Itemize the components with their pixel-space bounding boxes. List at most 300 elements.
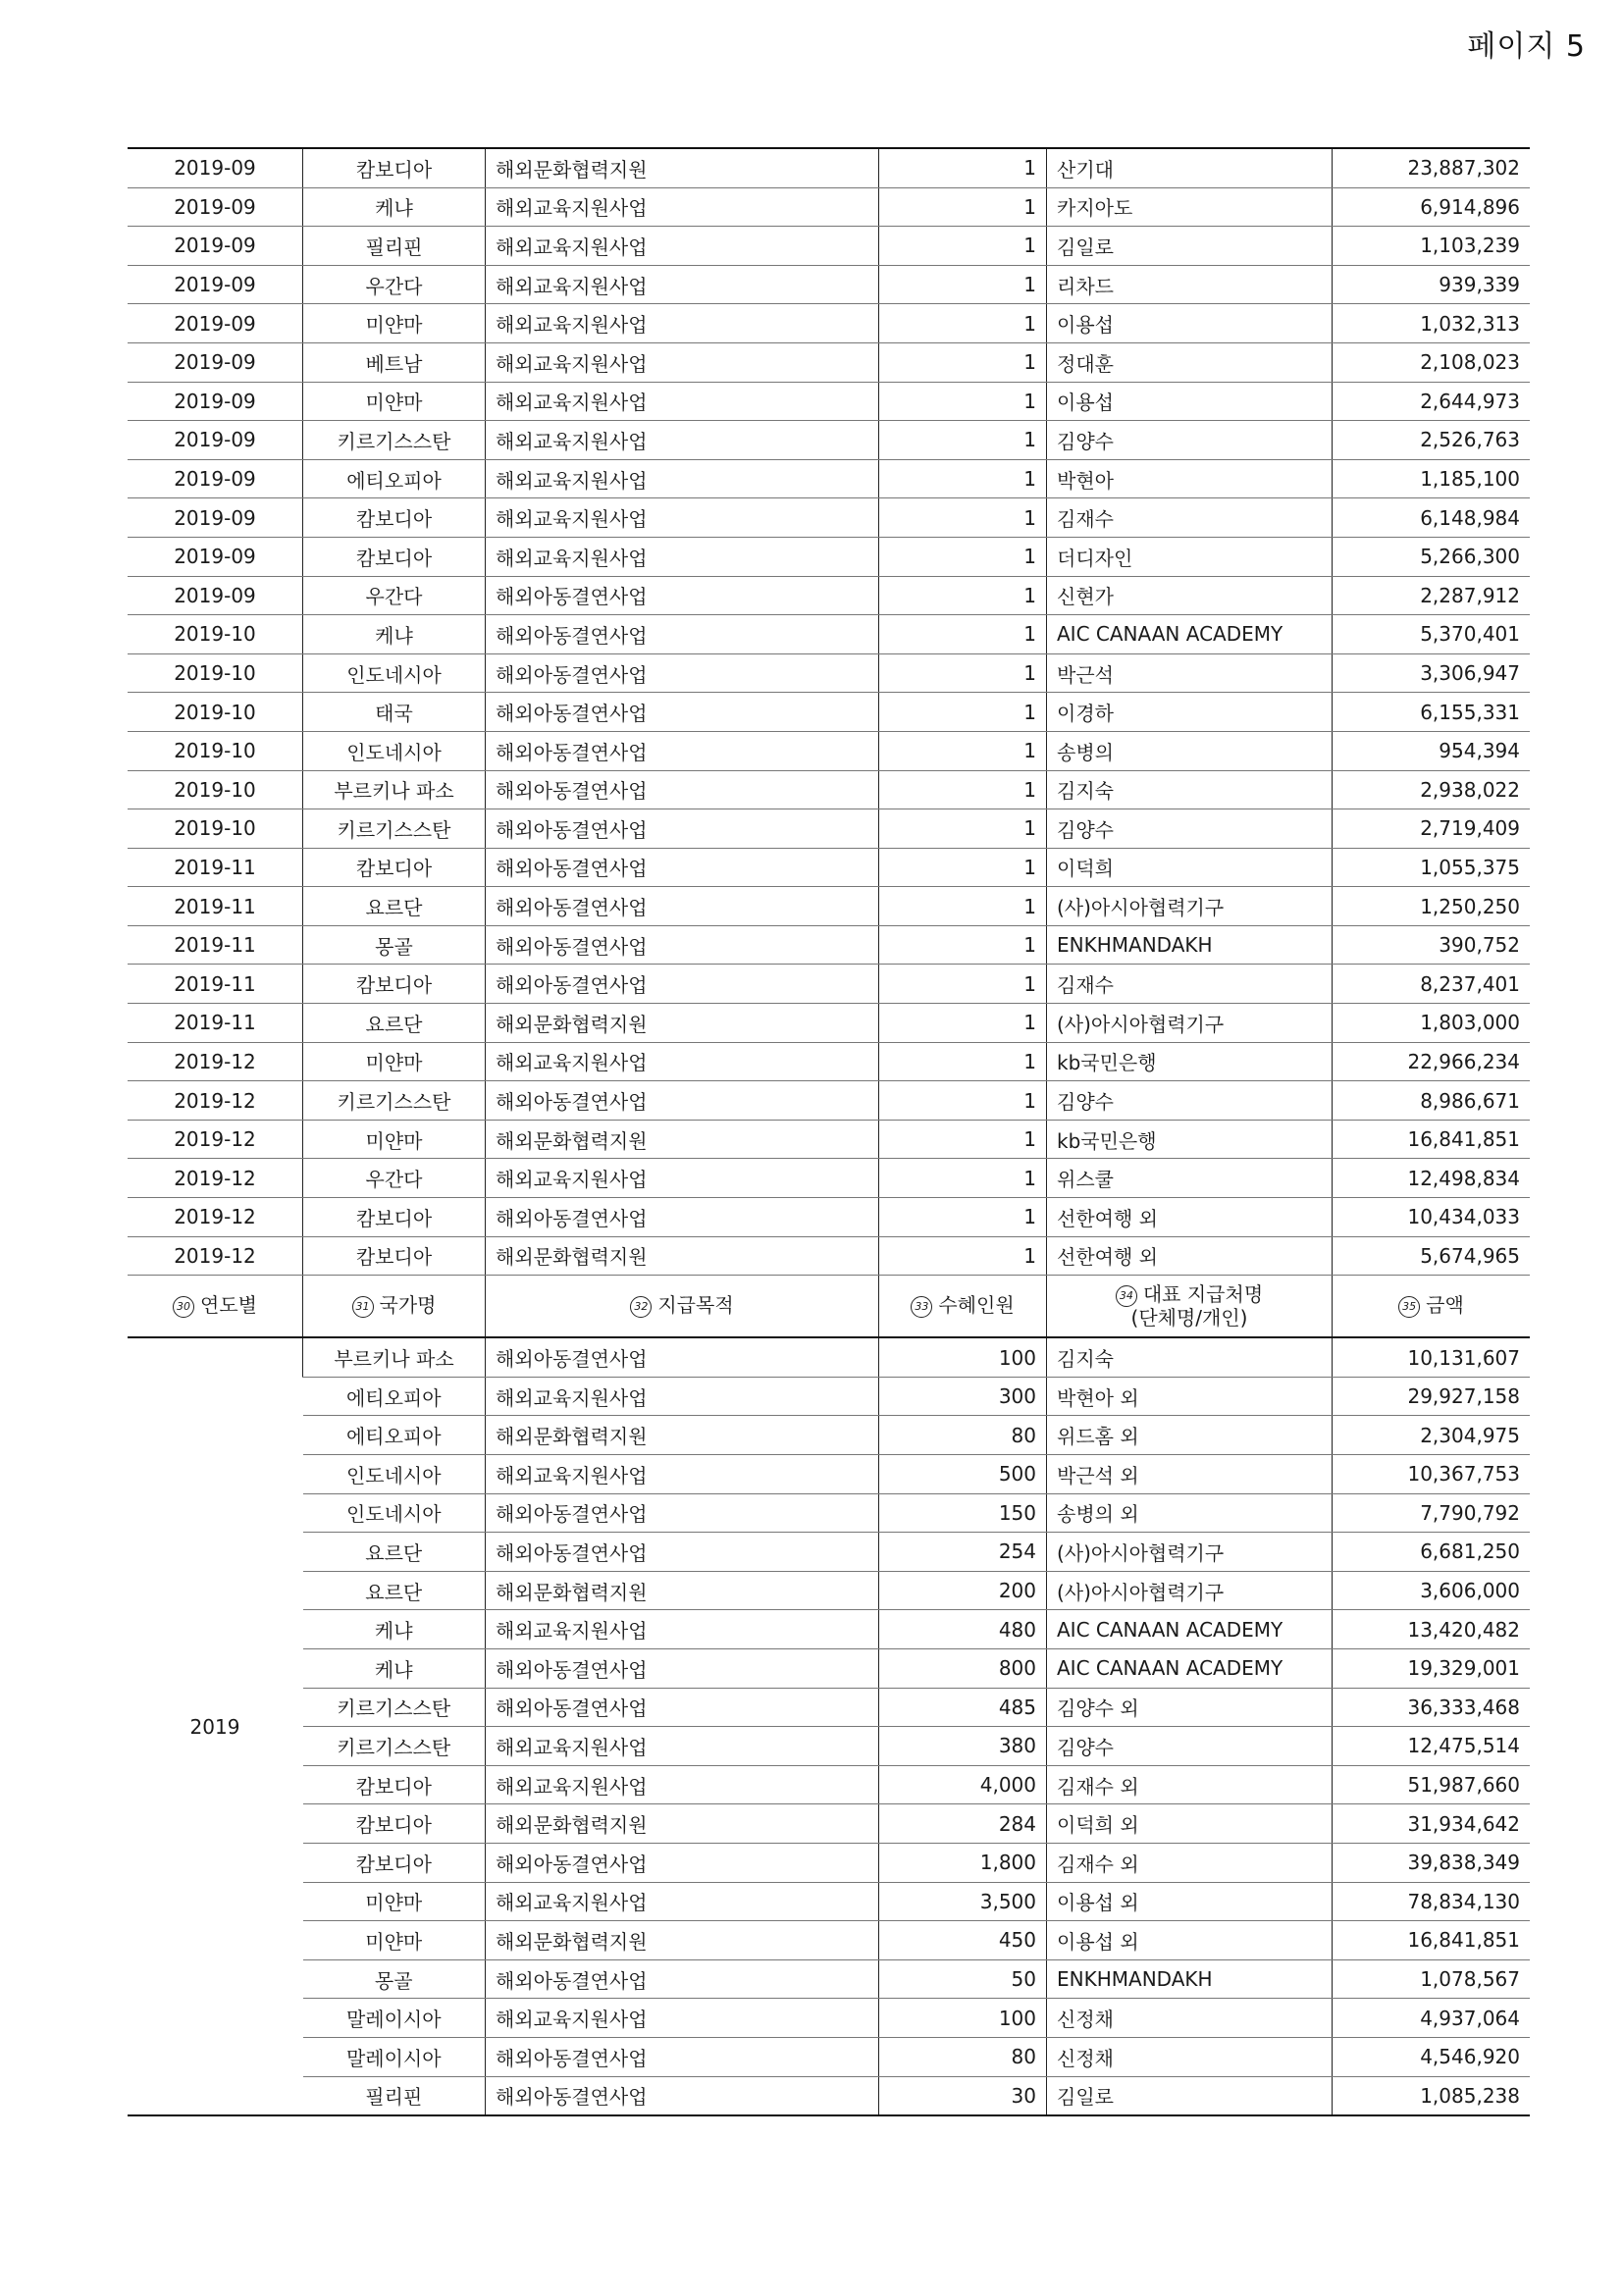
cell-beneficiaries: 1 <box>879 1081 1047 1121</box>
cell-amount: 19,329,001 <box>1333 1648 1531 1688</box>
cell-amount: 1,185,100 <box>1333 459 1531 498</box>
cell-beneficiaries: 1 <box>879 498 1047 538</box>
page-number-label: 페이지 5 <box>1467 29 1586 64</box>
cell-amount: 3,306,947 <box>1333 653 1531 693</box>
cell-purpose: 해외아동결연사업 <box>486 887 879 926</box>
cell-purpose: 해외아동결연사업 <box>486 1533 879 1572</box>
cell-amount: 16,841,851 <box>1333 1120 1531 1159</box>
table-row <box>128 1571 1530 1610</box>
table-row <box>128 809 1530 849</box>
cell-amount: 13,420,482 <box>1333 1610 1531 1649</box>
cell-purpose: 해외아동결연사업 <box>486 2037 879 2076</box>
table-row <box>128 459 1530 498</box>
table-row <box>128 1610 1530 1649</box>
cell-month: 2019-11 <box>128 925 303 965</box>
cell-amount: 4,546,920 <box>1333 2037 1531 2076</box>
table-row <box>128 1533 1530 1572</box>
cell-recipient: 이덕희 <box>1047 848 1333 887</box>
cell-beneficiaries: 1 <box>879 421 1047 460</box>
cell-month: 2019-09 <box>128 459 303 498</box>
cell-country: 인도네시아 <box>303 731 486 770</box>
cell-month: 2019-10 <box>128 615 303 654</box>
cell-recipient: 이경하 <box>1047 693 1333 732</box>
cell-amount: 16,841,851 <box>1333 1921 1531 1960</box>
cell-amount: 6,914,896 <box>1333 187 1531 227</box>
table-row <box>128 382 1530 421</box>
cell-purpose: 해외아동결연사업 <box>486 1688 879 1727</box>
cell-month: 2019-11 <box>128 965 303 1004</box>
cell-country: 미얀마 <box>303 1921 486 1960</box>
cell-month: 2019-09 <box>128 576 303 615</box>
cell-recipient: 김재수 <box>1047 965 1333 1004</box>
cell-amount: 8,986,671 <box>1333 1081 1531 1121</box>
cell-beneficiaries: 254 <box>879 1533 1047 1572</box>
table-row <box>128 1804 1530 1844</box>
cell-amount: 6,148,984 <box>1333 498 1531 538</box>
table-row <box>128 304 1530 343</box>
cell-country: 미얀마 <box>303 1042 486 1081</box>
cell-beneficiaries: 1 <box>879 227 1047 266</box>
cell-recipient: 정대훈 <box>1047 342 1333 382</box>
cell-amount: 2,108,023 <box>1333 342 1531 382</box>
table-row <box>128 1377 1530 1416</box>
cell-month: 2019-09 <box>128 304 303 343</box>
cell-purpose: 해외문화협력지원 <box>486 1236 879 1276</box>
cell-month: 2019-10 <box>128 731 303 770</box>
cell-beneficiaries: 380 <box>879 1727 1047 1766</box>
cell-beneficiaries: 3,500 <box>879 1882 1047 1921</box>
cell-recipient: 리차드 <box>1047 265 1333 304</box>
cell-country: 부르키나 파소 <box>303 1337 486 1377</box>
cell-country: 요르단 <box>303 887 486 926</box>
cell-beneficiaries: 1 <box>879 965 1047 1004</box>
table-row <box>128 731 1530 770</box>
cell-beneficiaries: 1 <box>879 1004 1047 1043</box>
table-row <box>128 693 1530 732</box>
cell-country: 태국 <box>303 693 486 732</box>
cell-recipient: (사)아시아협력기구 <box>1047 1571 1333 1610</box>
cell-purpose: 해외문화협력지원 <box>486 1416 879 1455</box>
cell-beneficiaries: 480 <box>879 1610 1047 1649</box>
header-country: 31 국가명 <box>303 1276 486 1338</box>
table-row <box>128 1843 1530 1882</box>
table-row <box>128 1004 1530 1043</box>
table-row <box>128 615 1530 654</box>
cell-country: 우간다 <box>303 1159 486 1198</box>
cell-amount: 10,434,033 <box>1333 1198 1531 1237</box>
cell-country: 캄보디아 <box>303 1843 486 1882</box>
cell-purpose: 해외아동결연사업 <box>486 809 879 849</box>
cell-amount: 2,644,973 <box>1333 382 1531 421</box>
cell-country: 인도네시아 <box>303 1455 486 1494</box>
annual-rows <box>128 1337 1530 2115</box>
table-header <box>128 1276 1530 1338</box>
cell-country: 키르기스스탄 <box>303 1727 486 1766</box>
cell-recipient: 더디자인 <box>1047 537 1333 576</box>
cell-amount: 31,934,642 <box>1333 1804 1531 1844</box>
cell-recipient: 김양수 <box>1047 809 1333 849</box>
table-row <box>128 1882 1530 1921</box>
cell-beneficiaries: 1 <box>879 187 1047 227</box>
table-row <box>128 187 1530 227</box>
cell-purpose: 해외교육지원사업 <box>486 342 879 382</box>
cell-amount: 2,938,022 <box>1333 770 1531 809</box>
cell-recipient: 송병의 외 <box>1047 1493 1333 1533</box>
cell-recipient: 이용섭 외 <box>1047 1921 1333 1960</box>
cell-purpose: 해외아동결연사업 <box>486 770 879 809</box>
cell-purpose: 해외아동결연사업 <box>486 1198 879 1237</box>
cell-beneficiaries: 100 <box>879 1999 1047 2038</box>
cell-purpose: 해외아동결연사업 <box>486 615 879 654</box>
cell-amount: 939,339 <box>1333 265 1531 304</box>
table-row <box>128 1159 1530 1198</box>
cell-recipient: 김양수 <box>1047 421 1333 460</box>
cell-month: 2019-09 <box>128 265 303 304</box>
cell-purpose: 해외교육지원사업 <box>486 498 879 538</box>
cell-amount: 1,085,238 <box>1333 2076 1531 2115</box>
cell-amount: 23,887,302 <box>1333 148 1531 187</box>
cell-purpose: 해외교육지원사업 <box>486 187 879 227</box>
table-row <box>128 848 1530 887</box>
monthly-rows <box>128 148 1530 1276</box>
cell-country: 미얀마 <box>303 1882 486 1921</box>
cell-purpose: 해외교육지원사업 <box>486 227 879 266</box>
cell-country: 캄보디아 <box>303 1236 486 1276</box>
cell-recipient: 박현아 외 <box>1047 1377 1333 1416</box>
cell-country: 미얀마 <box>303 304 486 343</box>
table-row <box>128 2037 1530 2076</box>
cell-beneficiaries: 1 <box>879 1198 1047 1237</box>
cell-beneficiaries: 1 <box>879 615 1047 654</box>
table-row <box>128 1648 1530 1688</box>
cell-purpose: 해외아동결연사업 <box>486 1337 879 1377</box>
cell-amount: 1,803,000 <box>1333 1004 1531 1043</box>
cell-amount: 10,367,753 <box>1333 1455 1531 1494</box>
table-row <box>128 1921 1530 1960</box>
cell-beneficiaries: 1 <box>879 731 1047 770</box>
cell-recipient: 선한여행 외 <box>1047 1198 1333 1237</box>
cell-recipient: 김지숙 <box>1047 770 1333 809</box>
table-row <box>128 1727 1530 1766</box>
cell-country: 캄보디아 <box>303 1198 486 1237</box>
cell-recipient: 위스쿨 <box>1047 1159 1333 1198</box>
table-row <box>128 965 1530 1004</box>
cell-country: 키르기스스탄 <box>303 1081 486 1121</box>
cell-amount: 2,719,409 <box>1333 809 1531 849</box>
cell-beneficiaries: 1 <box>879 148 1047 187</box>
table-row <box>128 227 1530 266</box>
cell-purpose: 해외문화협력지원 <box>486 1804 879 1844</box>
cell-beneficiaries: 1 <box>879 342 1047 382</box>
cell-country: 키르기스스탄 <box>303 1688 486 1727</box>
cell-beneficiaries: 1 <box>879 809 1047 849</box>
cell-amount: 6,155,331 <box>1333 693 1531 732</box>
cell-beneficiaries: 1 <box>879 848 1047 887</box>
cell-month: 2019-09 <box>128 187 303 227</box>
cell-amount: 78,834,130 <box>1333 1882 1531 1921</box>
cell-month: 2019-10 <box>128 693 303 732</box>
cell-purpose: 해외교육지원사업 <box>486 1999 879 2038</box>
cell-beneficiaries: 1 <box>879 382 1047 421</box>
cell-purpose: 해외교육지원사업 <box>486 1727 879 1766</box>
donation-table <box>128 147 1530 2116</box>
header-purpose: 32 지급목적 <box>486 1276 879 1338</box>
cell-beneficiaries: 1 <box>879 459 1047 498</box>
table-row <box>128 653 1530 693</box>
cell-beneficiaries: 284 <box>879 1804 1047 1844</box>
cell-country: 말레이시아 <box>303 2037 486 2076</box>
cell-country: 에티오피아 <box>303 1416 486 1455</box>
cell-purpose: 해외아동결연사업 <box>486 1648 879 1688</box>
header-recipient: 34 대표 지급처명 (단체명/개인) <box>1047 1276 1333 1338</box>
cell-recipient: 박현아 <box>1047 459 1333 498</box>
cell-beneficiaries: 485 <box>879 1688 1047 1727</box>
cell-month: 2019-10 <box>128 653 303 693</box>
cell-recipient: (사)아시아협력기구 <box>1047 1533 1333 1572</box>
table-row <box>128 1688 1530 1727</box>
cell-recipient: 박근석 외 <box>1047 1455 1333 1494</box>
cell-beneficiaries: 1 <box>879 1159 1047 1198</box>
cell-recipient: 이용섭 <box>1047 304 1333 343</box>
cell-month: 2019-12 <box>128 1120 303 1159</box>
cell-purpose: 해외아동결연사업 <box>486 925 879 965</box>
cell-month: 2019-11 <box>128 848 303 887</box>
cell-country: 미얀마 <box>303 1120 486 1159</box>
cell-amount: 39,838,349 <box>1333 1843 1531 1882</box>
table-row <box>128 1765 1530 1804</box>
cell-month: 2019-12 <box>128 1042 303 1081</box>
cell-amount: 954,394 <box>1333 731 1531 770</box>
cell-month: 2019-09 <box>128 148 303 187</box>
cell-purpose: 해외교육지원사업 <box>486 1882 879 1921</box>
table-row <box>128 1455 1530 1494</box>
cell-amount: 5,674,965 <box>1333 1236 1531 1276</box>
cell-recipient: ENKHMANDAKH <box>1047 925 1333 965</box>
cell-country: 케냐 <box>303 187 486 227</box>
cell-recipient: 김양수 외 <box>1047 1688 1333 1727</box>
table-row <box>128 2076 1530 2115</box>
cell-recipient: 송병의 <box>1047 731 1333 770</box>
cell-amount: 7,790,792 <box>1333 1493 1531 1533</box>
cell-amount: 390,752 <box>1333 925 1531 965</box>
cell-amount: 2,304,975 <box>1333 1416 1531 1455</box>
cell-beneficiaries: 200 <box>879 1571 1047 1610</box>
cell-purpose: 해외교육지원사업 <box>486 459 879 498</box>
cell-purpose: 해외아동결연사업 <box>486 1959 879 1999</box>
cell-recipient: 김일로 <box>1047 227 1333 266</box>
table-row <box>128 498 1530 538</box>
cell-month: 2019-12 <box>128 1236 303 1276</box>
cell-amount: 12,475,514 <box>1333 1727 1531 1766</box>
cell-beneficiaries: 1 <box>879 1120 1047 1159</box>
cell-beneficiaries: 100 <box>879 1337 1047 1377</box>
cell-country: 필리핀 <box>303 2076 486 2115</box>
cell-country: 캄보디아 <box>303 148 486 187</box>
cell-month: 2019-09 <box>128 498 303 538</box>
table-row <box>128 265 1530 304</box>
cell-purpose: 해외아동결연사업 <box>486 653 879 693</box>
cell-purpose: 해외아동결연사업 <box>486 2076 879 2115</box>
cell-country: 캄보디아 <box>303 498 486 538</box>
cell-amount: 51,987,660 <box>1333 1765 1531 1804</box>
cell-beneficiaries: 150 <box>879 1493 1047 1533</box>
table-row <box>128 1236 1530 1276</box>
cell-amount: 3,606,000 <box>1333 1571 1531 1610</box>
cell-country: 캄보디아 <box>303 537 486 576</box>
cell-purpose: 해외교육지원사업 <box>486 421 879 460</box>
cell-recipient: 김재수 외 <box>1047 1843 1333 1882</box>
table-row <box>128 1337 1530 1377</box>
table-row <box>128 421 1530 460</box>
cell-month: 2019-09 <box>128 537 303 576</box>
cell-beneficiaries: 1 <box>879 1236 1047 1276</box>
cell-country: 우간다 <box>303 576 486 615</box>
cell-amount: 8,237,401 <box>1333 965 1531 1004</box>
cell-month: 2019-11 <box>128 1004 303 1043</box>
cell-country: 미얀마 <box>303 382 486 421</box>
cell-month: 2019-09 <box>128 227 303 266</box>
cell-country: 키르기스스탄 <box>303 421 486 460</box>
cell-purpose: 해외아동결연사업 <box>486 576 879 615</box>
cell-month: 2019-10 <box>128 770 303 809</box>
cell-beneficiaries: 80 <box>879 1416 1047 1455</box>
header-year: 30 연도별 <box>128 1276 303 1338</box>
cell-country: 에티오피아 <box>303 459 486 498</box>
cell-country: 몽골 <box>303 925 486 965</box>
cell-purpose: 해외교육지원사업 <box>486 1610 879 1649</box>
table-row <box>128 342 1530 382</box>
cell-recipient: 이용섭 <box>1047 382 1333 421</box>
cell-purpose: 해외문화협력지원 <box>486 1004 879 1043</box>
cell-amount: 1,078,567 <box>1333 1959 1531 1999</box>
cell-amount: 4,937,064 <box>1333 1999 1531 2038</box>
table-row <box>128 887 1530 926</box>
cell-amount: 5,370,401 <box>1333 615 1531 654</box>
cell-recipient: ENKHMANDAKH <box>1047 1959 1333 1999</box>
cell-purpose: 해외교육지원사업 <box>486 265 879 304</box>
cell-recipient: 김재수 <box>1047 498 1333 538</box>
cell-purpose: 해외아동결연사업 <box>486 731 879 770</box>
cell-country: 요르단 <box>303 1571 486 1610</box>
cell-beneficiaries: 80 <box>879 2037 1047 2076</box>
table-row <box>128 1120 1530 1159</box>
cell-recipient: 카지아도 <box>1047 187 1333 227</box>
cell-recipient: 김양수 <box>1047 1727 1333 1766</box>
cell-recipient: 신현가 <box>1047 576 1333 615</box>
cell-country: 필리핀 <box>303 227 486 266</box>
table-row <box>128 576 1530 615</box>
cell-amount: 1,103,239 <box>1333 227 1531 266</box>
cell-amount: 6,681,250 <box>1333 1533 1531 1572</box>
cell-recipient: 김재수 외 <box>1047 1765 1333 1804</box>
cell-purpose: 해외교육지원사업 <box>486 537 879 576</box>
cell-recipient: 이용섭 외 <box>1047 1882 1333 1921</box>
cell-amount: 1,032,313 <box>1333 304 1531 343</box>
cell-month: 2019-09 <box>128 382 303 421</box>
cell-year: 2019 <box>128 1337 303 2115</box>
cell-amount: 22,966,234 <box>1333 1042 1531 1081</box>
cell-purpose: 해외문화협력지원 <box>486 1921 879 1960</box>
cell-purpose: 해외아동결연사업 <box>486 1843 879 1882</box>
cell-country: 인도네시아 <box>303 653 486 693</box>
cell-month: 2019-09 <box>128 342 303 382</box>
cell-country: 베트남 <box>303 342 486 382</box>
cell-amount: 36,333,468 <box>1333 1688 1531 1727</box>
table-row <box>128 1959 1530 1999</box>
cell-month: 2019-10 <box>128 809 303 849</box>
cell-country: 부르키나 파소 <box>303 770 486 809</box>
table-row <box>128 1999 1530 2038</box>
cell-beneficiaries: 4,000 <box>879 1765 1047 1804</box>
table-row <box>128 1493 1530 1533</box>
cell-country: 케냐 <box>303 1610 486 1649</box>
cell-country: 캄보디아 <box>303 1804 486 1844</box>
cell-recipient: kb국민은행 <box>1047 1042 1333 1081</box>
cell-beneficiaries: 50 <box>879 1959 1047 1999</box>
cell-recipient: 김지숙 <box>1047 1337 1333 1377</box>
cell-month: 2019-12 <box>128 1159 303 1198</box>
cell-recipient: kb국민은행 <box>1047 1120 1333 1159</box>
cell-beneficiaries: 1 <box>879 304 1047 343</box>
cell-beneficiaries: 1 <box>879 770 1047 809</box>
table-row <box>128 770 1530 809</box>
cell-beneficiaries: 1 <box>879 265 1047 304</box>
cell-country: 캄보디아 <box>303 1765 486 1804</box>
cell-country: 우간다 <box>303 265 486 304</box>
cell-country: 요르단 <box>303 1533 486 1572</box>
cell-country: 케냐 <box>303 1648 486 1688</box>
cell-amount: 2,287,912 <box>1333 576 1531 615</box>
cell-country: 인도네시아 <box>303 1493 486 1533</box>
cell-recipient: 박근석 <box>1047 653 1333 693</box>
cell-recipient: 김일로 <box>1047 2076 1333 2115</box>
cell-recipient: AIC CANAAN ACADEMY <box>1047 1610 1333 1649</box>
table-row <box>128 148 1530 187</box>
cell-purpose: 해외문화협력지원 <box>486 148 879 187</box>
cell-purpose: 해외교육지원사업 <box>486 304 879 343</box>
cell-beneficiaries: 1 <box>879 1042 1047 1081</box>
cell-beneficiaries: 30 <box>879 2076 1047 2115</box>
cell-country: 키르기스스탄 <box>303 809 486 849</box>
cell-recipient: 김양수 <box>1047 1081 1333 1121</box>
cell-purpose: 해외아동결연사업 <box>486 1081 879 1121</box>
table-row <box>128 1081 1530 1121</box>
cell-recipient: AIC CANAAN ACADEMY <box>1047 615 1333 654</box>
cell-purpose: 해외아동결연사업 <box>486 693 879 732</box>
cell-recipient: 산기대 <box>1047 148 1333 187</box>
cell-amount: 12,498,834 <box>1333 1159 1531 1198</box>
table-row <box>128 925 1530 965</box>
cell-country: 요르단 <box>303 1004 486 1043</box>
cell-recipient: 이덕희 외 <box>1047 1804 1333 1844</box>
cell-month: 2019-11 <box>128 887 303 926</box>
table-row <box>128 537 1530 576</box>
cell-recipient: AIC CANAAN ACADEMY <box>1047 1648 1333 1688</box>
cell-beneficiaries: 800 <box>879 1648 1047 1688</box>
cell-recipient: 위드홈 외 <box>1047 1416 1333 1455</box>
cell-purpose: 해외문화협력지원 <box>486 1571 879 1610</box>
cell-month: 2019-12 <box>128 1081 303 1121</box>
header-beneficiaries: 33 수혜인원 <box>879 1276 1047 1338</box>
cell-purpose: 해외문화협력지원 <box>486 1120 879 1159</box>
table-row <box>128 1198 1530 1237</box>
cell-purpose: 해외교육지원사업 <box>486 1159 879 1198</box>
cell-beneficiaries: 1 <box>879 653 1047 693</box>
cell-purpose: 해외교육지원사업 <box>486 1765 879 1804</box>
cell-amount: 1,055,375 <box>1333 848 1531 887</box>
cell-country: 에티오피아 <box>303 1377 486 1416</box>
cell-beneficiaries: 1 <box>879 693 1047 732</box>
